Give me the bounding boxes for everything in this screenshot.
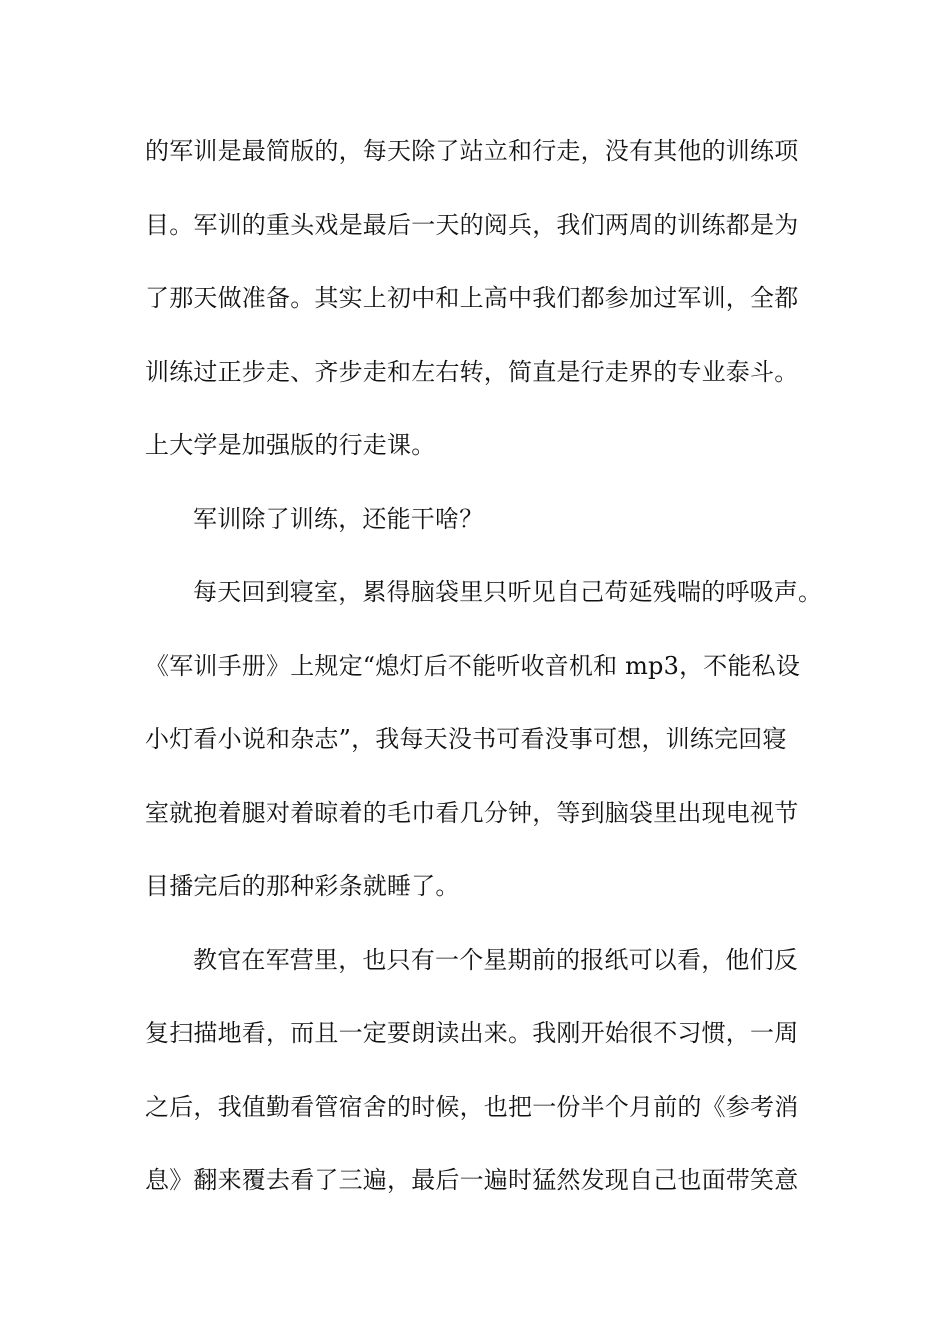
text-line-6: 军训除了训练，还能干啥？ xyxy=(193,504,484,533)
text-line-10: 室就抱着腿对着晾着的毛巾看几分钟，等到脑袋里出现电视节 xyxy=(145,798,799,827)
text-line-9: 小灯看小说和杂志”，我每天没书可看没事可想，训练完回寝 xyxy=(145,725,787,753)
text-line-5: 上大学是加强版的行走课。 xyxy=(145,431,436,459)
text-line-7: 每天回到寝室，累得脑袋里只听见自己苟延残喘的呼吸声。 xyxy=(193,578,823,606)
text-line-2: 目。军训的重头戏是最后一天的阅兵，我们两周的训练都是为 xyxy=(145,210,799,239)
text-line-15: 息》翻来覆去看了三遍，最后一遍时猛然发现自己也面带笑意 xyxy=(145,1166,799,1194)
text-line-3: 了那天做准备。其实上初中和上高中我们都参加过军训，全都 xyxy=(145,284,799,312)
text-line-4: 训练过正步走、齐步走和左右转，简直是行走界的专业泰斗。 xyxy=(145,357,799,386)
text-line-13: 复扫描地看，而且一定要朗读出来。我刚开始很不习惯，一周 xyxy=(145,1019,799,1047)
body-text xyxy=(145,126,823,1229)
text-line-12: 教官在军营里，也只有一个星期前的报纸可以看，他们反 xyxy=(193,945,798,974)
text-line-1: 的军训是最简版的，每天除了站立和行走，没有其他的训练项 xyxy=(145,137,799,165)
text-line-11: 目播完后的那种彩条就睡了。 xyxy=(145,872,460,900)
text-line-8: 《军训手册》上规定“熄灯后不能听收音机和 mp3，不能私设 xyxy=(145,651,801,680)
text-line-14: 之后，我值勤看管宿舍的时候，也把一份半个月前的《参考消 xyxy=(145,1092,799,1121)
